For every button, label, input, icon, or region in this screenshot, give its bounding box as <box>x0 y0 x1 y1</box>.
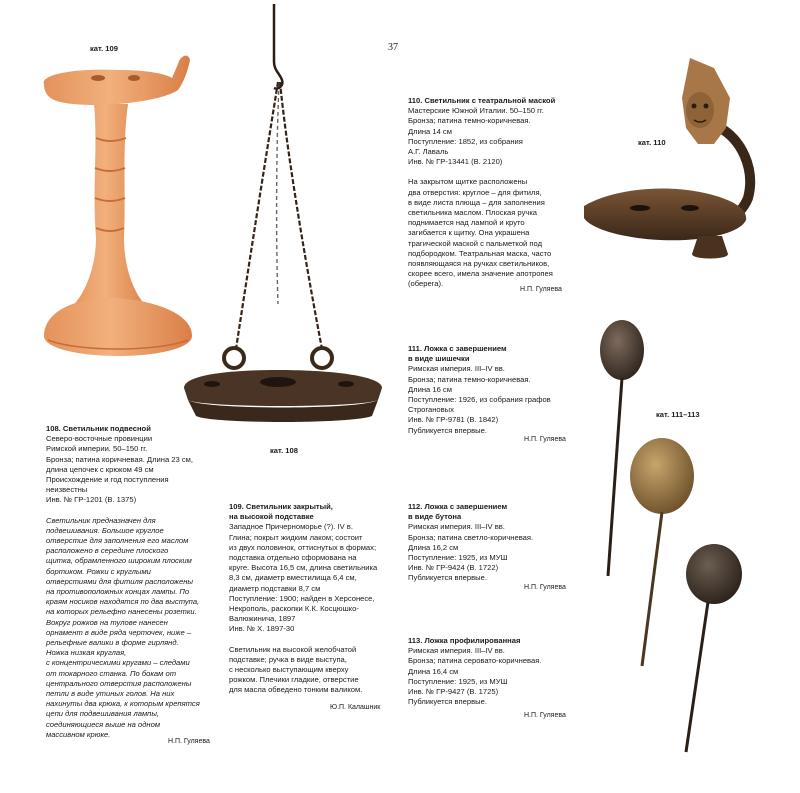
entry-113-author: Н.П. Гуляева <box>524 712 566 719</box>
entry-111-title: 111. Ложка с завершением <box>408 344 507 353</box>
entry-113-line: Римская империя. III–IV вв. <box>408 646 505 656</box>
description-line: рельефные валики в форме гирлянд. <box>46 638 179 648</box>
entry-109-line: Глина; покрыт жидким лаком; состоит <box>229 532 363 542</box>
description-line: Светильник на высокой желобчатой <box>229 644 357 654</box>
description-line: Вокруг рожков на тулове нанесен <box>46 617 168 627</box>
description-line: на которых рельефно нанесены розетки. <box>46 607 197 617</box>
entry-110-line: Бронза; патина темно-коричневая. <box>408 116 531 126</box>
entry-113-line: Длина 16,4 см <box>408 666 459 676</box>
description-line: для масла обведено тонким валиком. <box>229 685 363 695</box>
entry-109-title: 109. Светильник закрытый, <box>229 502 333 511</box>
description-line: соединяющиеся выше на одном <box>46 719 161 729</box>
hanging-lamp-image <box>182 4 386 436</box>
entry-109-line: круге. Высота 16,5 см, длина светильника <box>229 563 378 573</box>
entry-111-line: Римская империя. III–IV вв. <box>408 364 505 374</box>
description-line: подставке; ручка в виде выступа, <box>229 654 347 664</box>
entry-110-author: Н.П. Гуляева <box>520 286 562 293</box>
entry-109-author: Ю.П. Калашник <box>330 704 381 711</box>
description-line: петли в виде утиных голов. На них <box>46 689 175 699</box>
entry-108-line: Инв. № ГР-1201 (В. 1375) <box>46 495 137 505</box>
entry-109-line: Поступление: 1900; найден в Херсонесе, <box>229 593 375 603</box>
entry-112-line: Поступление: 1925, из МУШ <box>408 553 508 563</box>
description-line: светильника маслом. Плоская ручка <box>408 208 538 218</box>
entry-111-line: Инв. № ГР-9781 (В. 1842) <box>408 415 499 425</box>
description-line: центрального отверстия расположены <box>46 678 192 688</box>
description-line: массивном крюке. <box>46 729 111 739</box>
entry-112-line: Римская империя. III–IV вв. <box>408 522 505 532</box>
entry-109-line: 8,3 см, диаметр вместилища 6,4 см, <box>229 573 357 583</box>
description-line: нахинуты два крюка, к которым крепятся <box>46 699 200 709</box>
entry-110 <box>408 96 584 290</box>
description-line: цепи для подвешивания лампы, <box>46 709 160 719</box>
description-line: отверстиями для фитиля расположены <box>46 576 193 586</box>
entry-111-line: Бронза; патина темно-коричневая. <box>408 374 531 384</box>
entry-108-line: длина цепочек с крюком 49 см <box>46 464 154 474</box>
description-line: с концентрическими кругами – следами <box>46 658 190 668</box>
description-line: На закрытом щитке расположены <box>408 177 528 187</box>
entry-109-line: Западное Причерноморье (?). IV в. <box>229 522 353 532</box>
entry-111-line: Строгановых <box>408 405 454 415</box>
entry-113-line: Инв. № ГР-9427 (В. 1725) <box>408 687 499 697</box>
entry-108-line: Римской империи. 50–150 гг. <box>46 444 148 454</box>
entry-110-line: А.Г. Лаваль <box>408 147 449 157</box>
entry-111-author: Н.П. Гуляева <box>524 436 566 443</box>
entry-112-line: Длина 16,2 см <box>408 542 459 552</box>
page-number: 37 <box>388 42 398 53</box>
description-line: загибается к щитку. Она украшена <box>408 228 530 238</box>
description-line: трагической маской с пальметкой под <box>408 238 542 248</box>
entry-108 <box>46 424 226 740</box>
entry-108-title: 108. Светильник подвесной <box>46 424 151 433</box>
entry-113-title: 113. Ложка профилированная <box>408 636 521 645</box>
description-line: расположено в середине плоского <box>46 546 169 556</box>
entry-108-line: неизвестны <box>46 485 88 495</box>
caption-cat-109: кат. 109 <box>90 44 118 53</box>
description-line: (оберега). <box>408 279 444 289</box>
entry-113-line: Публикуется впервые. <box>408 697 487 707</box>
description-line: бортиком. Рожки с круглыми <box>46 566 151 576</box>
description-line: от токарного станка. По бокам от <box>46 668 177 678</box>
description-line: рожком. Плечики гладкие, отверстие <box>229 675 359 685</box>
entry-110-title: 110. Светильник с театральной маской <box>408 96 556 105</box>
description-line: Ножка низкая круглая, <box>46 648 127 658</box>
description-line: в виде листа плюща – для заполнения <box>408 197 545 207</box>
entry-110-line: Инв. № ГР-13441 (В. 2120) <box>408 157 503 167</box>
entry-109-line: диаметр подставки 8,7 см <box>229 583 321 593</box>
entry-111 <box>408 344 584 436</box>
description-line: краям носиков находятся по два выступа, <box>46 597 200 607</box>
entry-112-author: Н.П. Гуляева <box>524 584 566 591</box>
entry-112 <box>408 502 584 584</box>
description-line: скорее всего, имела значение апотропея <box>408 269 553 279</box>
entry-112-title: 112. Ложка с завершением <box>408 502 508 511</box>
entry-109-line: Валюжинича, 1897 <box>229 614 296 624</box>
description-line: с несколько выступающим кверху <box>229 665 349 675</box>
entry-113-line: Поступление: 1925, из МУШ <box>408 676 508 686</box>
description-line: отверстие для заполнения его маслом <box>46 536 189 546</box>
entry-109-line: из двух половинок, оттиснутых в формах; <box>229 542 377 552</box>
description-line: два отверстия: круглое – для фитиля, <box>408 187 542 197</box>
entry-110-line: Мастерские Южной Италии. 50–150 гг. <box>408 106 544 116</box>
entry-111-title: в виде шишечки <box>408 354 470 364</box>
caption-cat-110: кат. 110 <box>638 138 666 147</box>
entry-110-line: Поступление: 1852, из собрания <box>408 136 523 146</box>
entry-112-line: Бронза; патина светло-коричневая. <box>408 532 534 542</box>
caption-cat-108: кат. 108 <box>270 446 298 455</box>
description-line: на противоположных концах лампы. По <box>46 587 190 597</box>
entry-112-title: в виде бутона <box>408 512 462 522</box>
entry-111-line: Длина 16 см <box>408 384 452 394</box>
entry-109 <box>229 502 407 696</box>
entry-108-line: Бронза; патина коричневая. Длина 23 см, <box>46 454 193 464</box>
entry-112-line: Инв. № ГР-9424 (В. 1722) <box>408 563 499 573</box>
description-line: подбородком. Театральная маска, часто <box>408 248 552 258</box>
entry-109-line: подставка отдельно сформована на <box>229 553 357 563</box>
entry-110-line: Длина 14 см <box>408 126 452 136</box>
clay-lamp-image <box>38 48 198 358</box>
spoons-image <box>590 316 760 756</box>
entry-113-line: Бронза; патина серовато-коричневая. <box>408 656 542 666</box>
entry-109-line: Некрополь, раскопки К.К. Косцюшко- <box>229 604 359 614</box>
entry-111-line: Поступление: 1926, из собрания графов <box>408 395 551 405</box>
entry-108-description <box>46 516 226 740</box>
description-line: поднимается над лампой и круто <box>408 218 525 228</box>
entry-113 <box>408 636 584 707</box>
description-line: подвешивания. Большое круглое <box>46 525 164 535</box>
description-line: Светильник предназначен для <box>46 515 156 525</box>
entry-109-line: Инв. № Х. 1897-30 <box>229 624 295 634</box>
entry-111-line: Публикуется впервые. <box>408 425 487 435</box>
description-line: орнамент в виде ряда черточек, ниже – <box>46 627 192 637</box>
entry-112-line: Публикуется впервые. <box>408 573 487 583</box>
entry-108-author: Н.П. Гуляева <box>168 738 210 745</box>
caption-cat-111-113: кат. 111–113 <box>656 410 700 419</box>
mask-lamp-image <box>580 58 780 268</box>
entry-108-line: Происхождение и год поступления <box>46 475 169 485</box>
entry-109-title: на высокой подставке <box>229 512 314 522</box>
description-line: появляющаяся на ручках светильников, <box>408 259 550 269</box>
description-line: щитка, обрамленного широким плоским <box>46 556 192 566</box>
entry-108-line: Северо-восточные провинции <box>46 434 153 444</box>
